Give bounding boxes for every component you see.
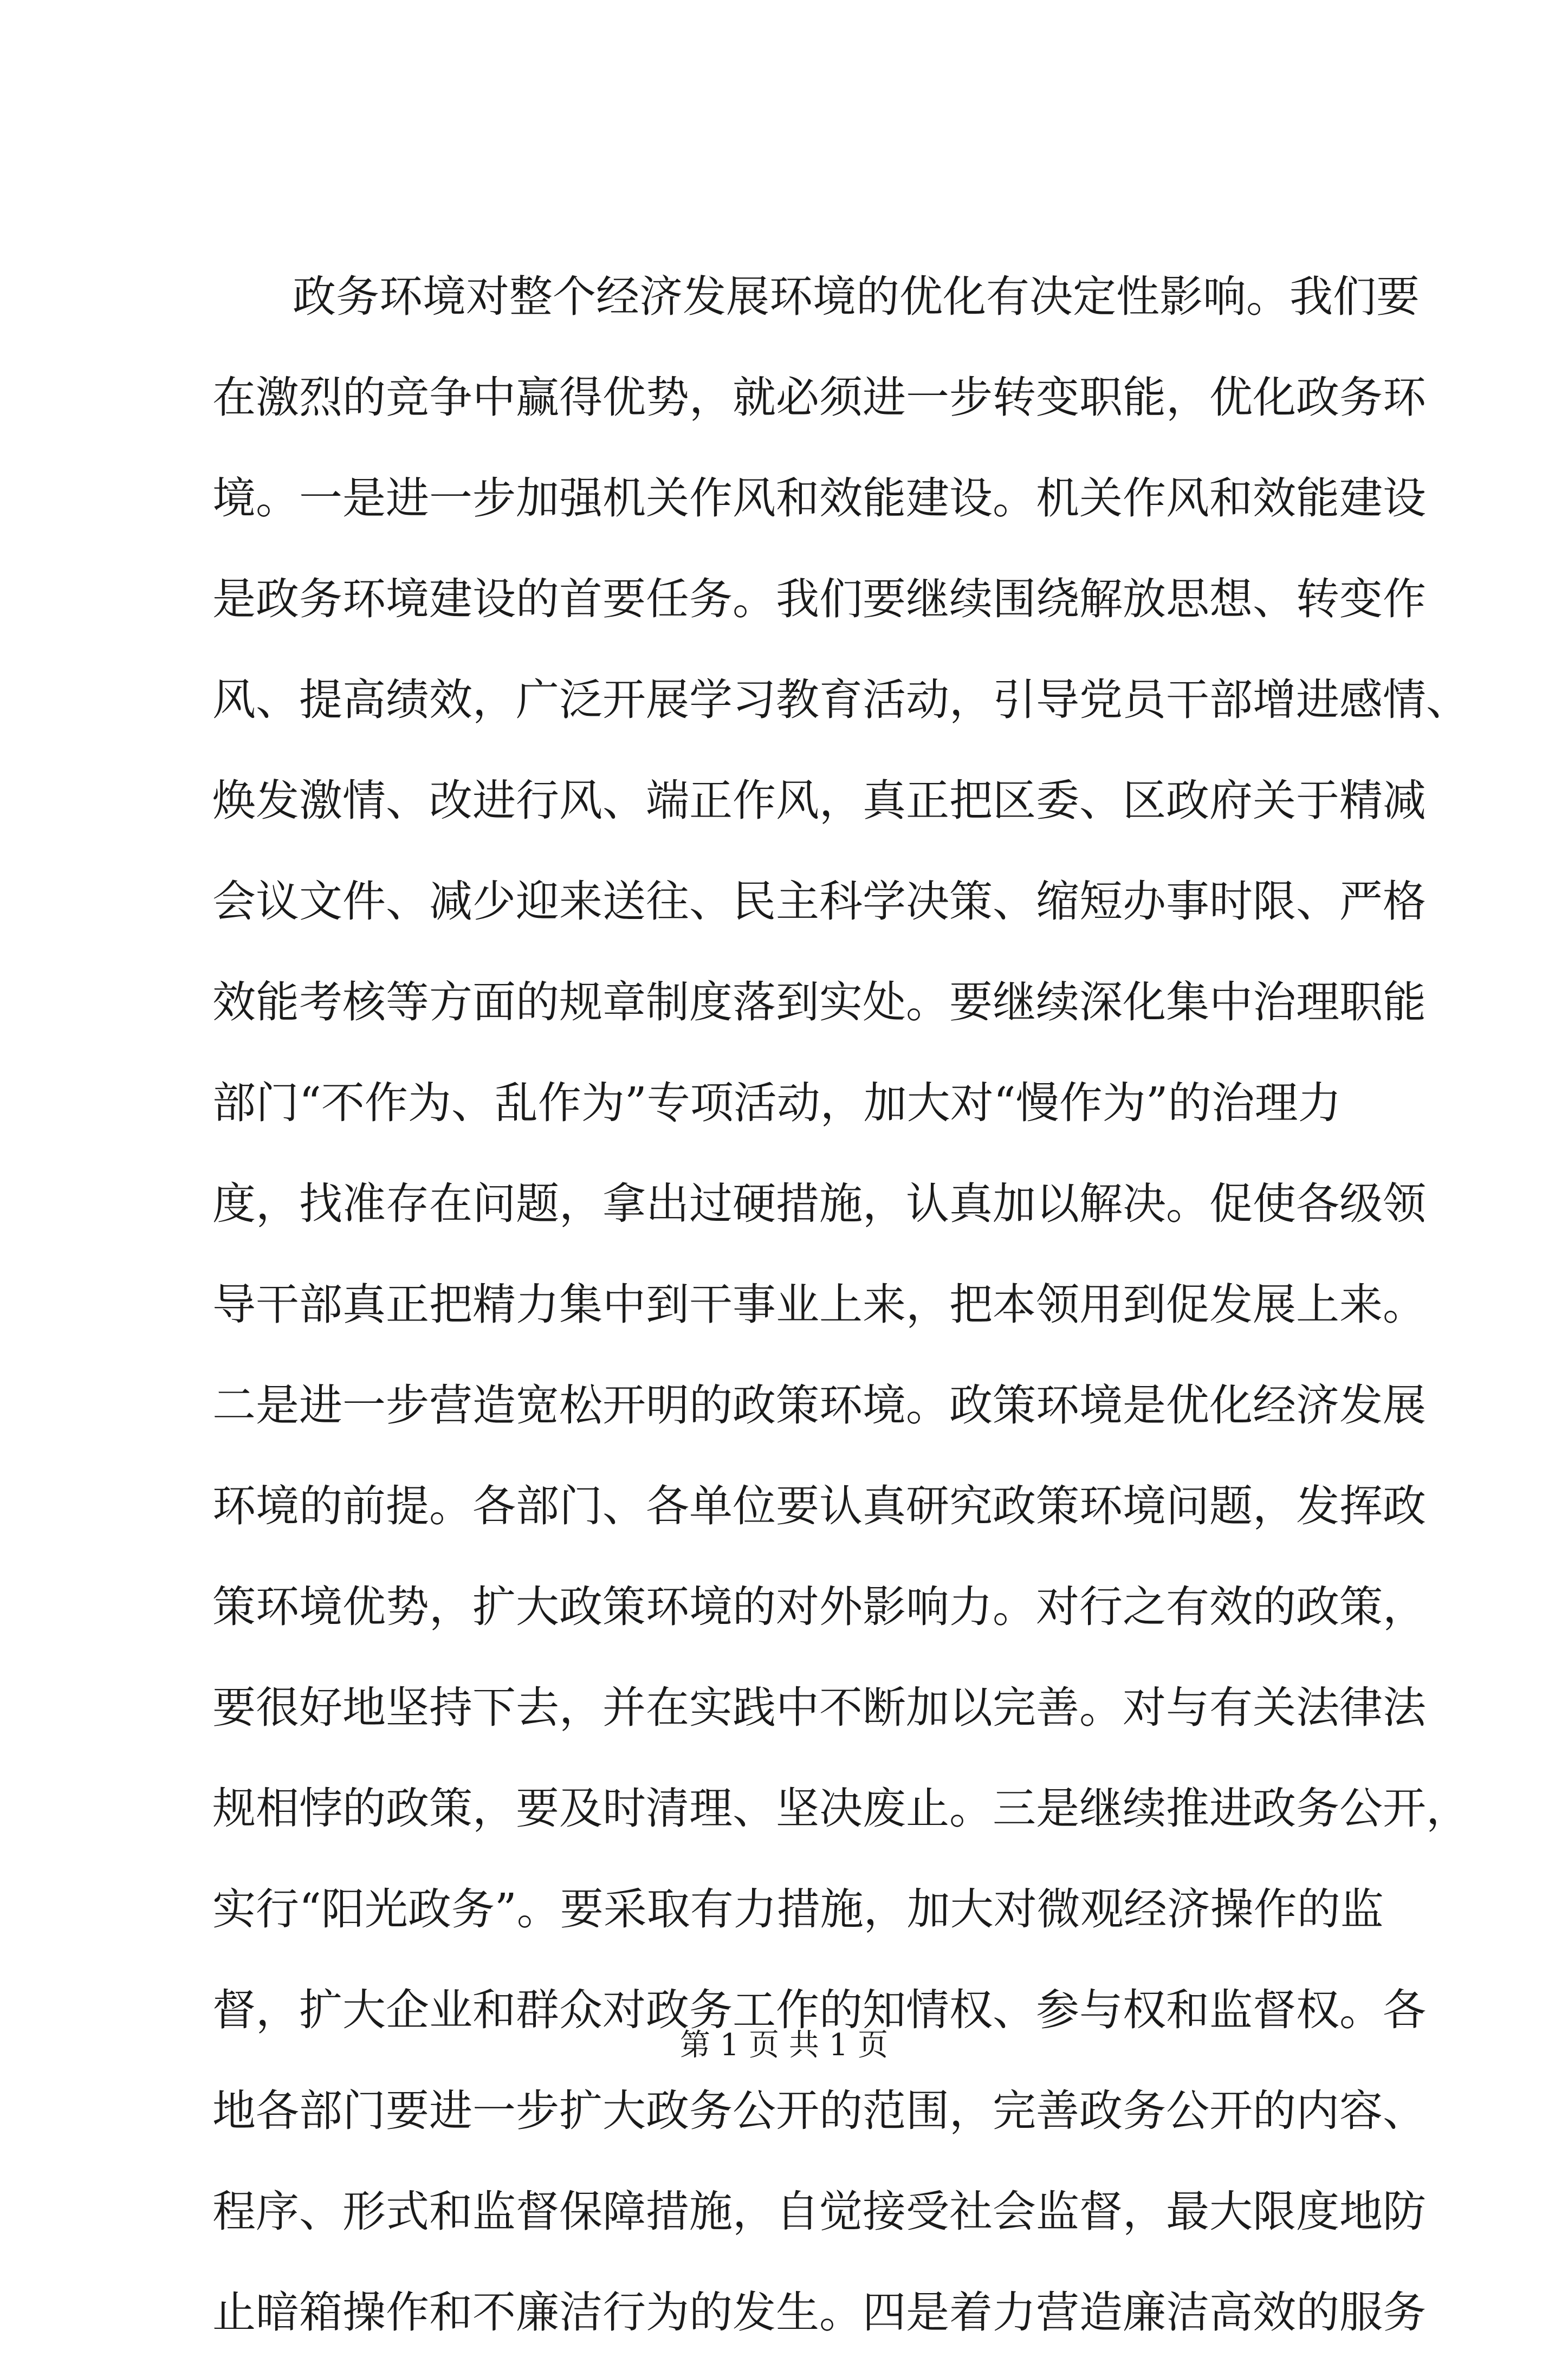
- text-line: 地各部门要进一步扩大政务公开的范围，完善政务公开的内容、: [212, 2086, 1426, 2136]
- text-line: 导干部真正把精力集中到干事业上来，把本领用到促发展上来。: [212, 1279, 1426, 1330]
- text-line: 部门“不作为、乱作为”专项活动，加大对“慢作为”的治理力: [212, 1078, 1342, 1128]
- text-line: 度，找准存在问题，拿出过硬措施，认真加以解决。促使各级领: [212, 1179, 1426, 1229]
- text-line: 焕发激情、改进行风、端正作风，真正把区委、区政府关于精减: [212, 775, 1426, 826]
- text-line: 是政务环境建设的首要任务。我们要继续围绕解放思想、转变作: [212, 574, 1426, 624]
- page-number-label: 第 1 页 共 1 页: [679, 2028, 889, 2063]
- text-line: 止暗箱操作和不廉洁行为的发生。四是着力营造廉洁高效的服务: [212, 2287, 1426, 2338]
- text-line: 效能考核等方面的规章制度落到实处。要继续深化集中治理职能: [212, 977, 1426, 1027]
- text-line: 程序、形式和监督保障措施，自觉接受社会监督，最大限度地防: [212, 2186, 1426, 2237]
- text-line: 策环境优势，扩大政策环境的对外影响力。对行之有效的政策，: [212, 1582, 1426, 1632]
- text-line: 要很好地坚持下去，并在实践中不断加以完善。对与有关法律法: [212, 1682, 1426, 1733]
- page-footer: [0, 2027, 1568, 2064]
- text-line: 政务环境对整个经济发展环境的优化有决定性影响。我们要: [293, 271, 1420, 322]
- text-line: 环境的前提。各部门、各单位要认真研究政策环境问题，发挥政: [212, 1481, 1426, 1531]
- text-line: 在激烈的竞争中赢得优势，就必须进一步转变职能，优化政务环: [212, 372, 1426, 423]
- text-line: 境。一是进一步加强机关作风和效能建设。机关作风和效能建设: [212, 473, 1426, 523]
- text-line: 风、提高绩效，广泛开展学习教育活动，引导党员干部增进感情、: [212, 675, 1469, 725]
- text-line: 实行“阳光政务”。要采取有力措施，加大对微观经济操作的监: [212, 1884, 1384, 1934]
- text-line: 会议文件、减少迎来送往、民主科学决策、缩短办事时限、严格: [212, 876, 1426, 927]
- text-line: 督，扩大企业和群众对政务工作的知情权、参与权和监督权。各: [212, 1985, 1426, 2035]
- text-line: 二是进一步营造宽松开明的政策环境。政策环境是优化经济发展: [212, 1380, 1426, 1430]
- text-line: 规相悖的政策，要及时清理、坚决废止。三是继续推进政务公开，: [212, 1783, 1469, 1834]
